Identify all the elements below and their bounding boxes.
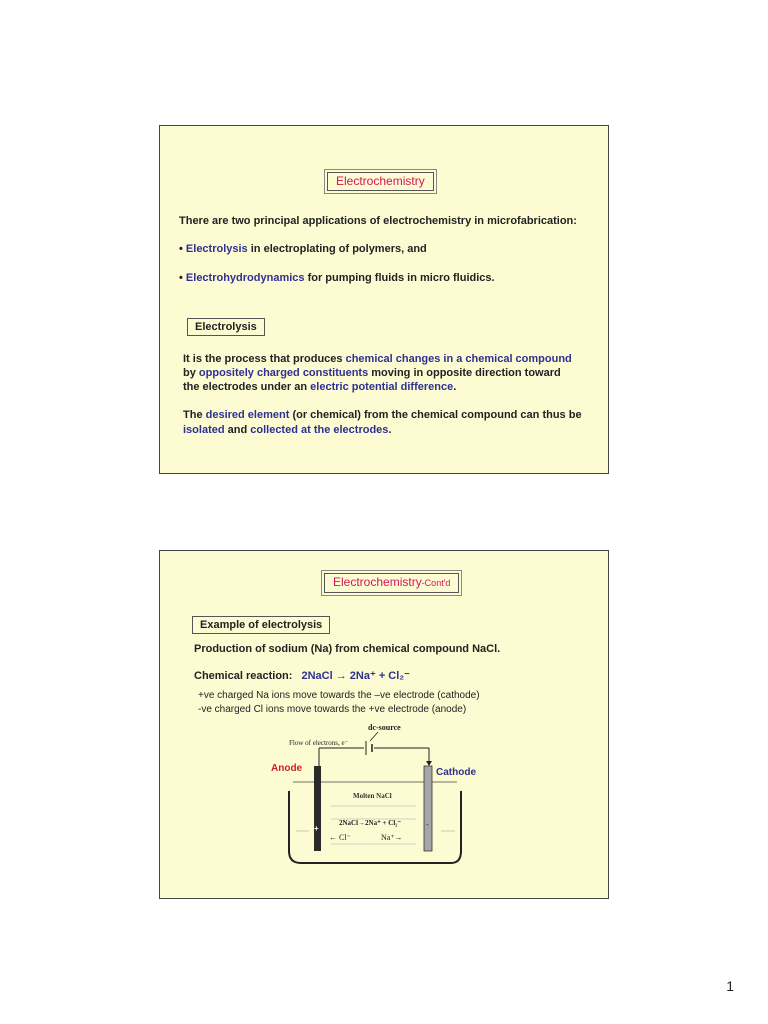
bullet-marker: • — [179, 243, 183, 255]
cathode-label: Cathode — [436, 767, 476, 778]
text-run: by — [183, 367, 199, 379]
reaction-line — [194, 669, 410, 683]
para2-line1 — [183, 408, 582, 422]
dc-source-label: dc-source — [368, 723, 401, 732]
slide-1-intro: There are two principal applications of electrochemistry in microfabrication: — [179, 215, 577, 227]
para1-line2 — [183, 366, 561, 380]
cathode-minus-sign: - — [426, 820, 429, 829]
bullet-text: in electroplating of polymers, and — [247, 243, 427, 255]
highlight-run: electric potential difference — [310, 381, 454, 393]
slide-1-title: Electrochemistry — [327, 172, 434, 191]
page-number: 1 — [726, 978, 734, 994]
title-suffix: -Cont'd — [421, 578, 451, 588]
highlight-run: collected at the electrodes — [250, 424, 389, 436]
text-run: . — [453, 381, 457, 393]
ion-line-2: -ve charged Cl ions move towards the +ve electrode (anode) — [198, 704, 467, 715]
molten-nacl-label: Molten NaCl — [353, 792, 392, 800]
slide-1-subtitle: Electrolysis — [187, 318, 265, 336]
title-text: Electrochemistry — [333, 575, 422, 589]
anode-plus-sign: + — [314, 824, 319, 833]
text-run: and — [224, 424, 251, 436]
text-run: The — [183, 409, 206, 421]
reaction-equation: 2NaCl → 2Na⁺ + Cl₂⁻ — [301, 670, 410, 682]
text-run: moving in opposite direction toward — [368, 367, 561, 379]
highlight-run: isolated — [183, 424, 225, 436]
electrolysis-diagram — [271, 721, 501, 871]
text-run: (or chemical) from the chemical compound can thus be — [289, 409, 582, 421]
text-run: the electrodes under an — [183, 381, 311, 393]
chloride-ion-arrow: ← Cl⁻ — [329, 833, 351, 842]
cathode-electrode — [424, 766, 432, 851]
slide-2 — [159, 550, 609, 899]
bullet-marker: • — [179, 272, 183, 284]
bullet-electrolysis — [179, 242, 427, 256]
highlight-run: desired element — [205, 409, 290, 421]
arrow-head-icon — [426, 761, 432, 766]
highlight-run: chemical changes in a chemical compound — [345, 353, 572, 365]
slide-1 — [159, 125, 609, 474]
bullet-electrohydrodynamics — [179, 271, 495, 285]
slide-2-subtitle: Example of electrolysis — [192, 616, 330, 634]
production-line: Production of sodium (Na) from chemical compound NaCl. — [194, 643, 501, 655]
para2-line2 — [183, 423, 391, 437]
dc-source-pointer — [370, 732, 378, 741]
highlight-run: oppositely charged constituents — [198, 367, 369, 379]
anode-label: Anode — [271, 763, 303, 774]
flow-label: Flow of electrons, e⁻ — [289, 739, 349, 747]
slide-2-title — [324, 573, 459, 593]
para1-line1 — [183, 352, 572, 366]
text-run: . — [388, 424, 392, 436]
bullet-highlight: Electrohydrodynamics — [185, 272, 305, 284]
anode-electrode — [314, 766, 321, 851]
reaction-label: Chemical reaction: — [194, 670, 293, 682]
bullet-text: for pumping fluids in micro fluidics. — [304, 272, 495, 284]
ion-line-1: +ve charged Na ions move towards the –ve electrode (cathode) — [198, 690, 480, 701]
text-run: It is the process that produces — [183, 353, 346, 365]
cell-equation: 2NaCl→2Na⁺ + Cl₂⁻ — [339, 819, 402, 827]
sodium-ion-arrow: Na⁺→ — [381, 833, 403, 842]
bullet-highlight: Electrolysis — [185, 243, 248, 255]
para1-line3 — [183, 380, 456, 394]
